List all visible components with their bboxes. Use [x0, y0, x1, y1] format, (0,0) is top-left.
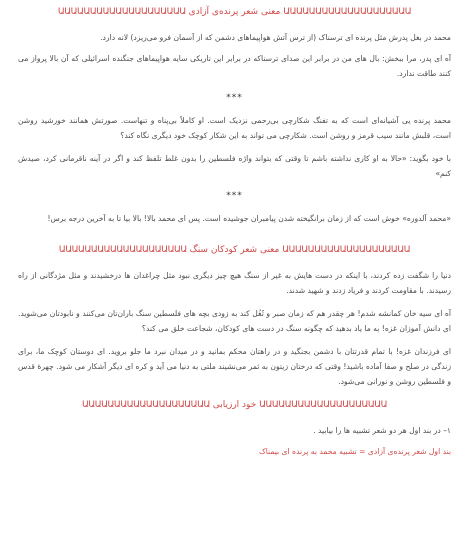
paragraph: ای فرزندان غزه! با تمام قدرتتان با دشمن بجنگید و در راهتان محکم بمانید و در میدان نبرد ما جلو بروید. ای دوستان کوچک ما، برای زندگی در صلح و صفا آماده باشید! وقتی که درختان زیتون به ثمر می‌نشیند ملتی به دنیا می آید و کره ای دیگر آشکار می شود. چهرهٔ قدس و فلسطین روشن و نورانی می‌شود. — [18, 347, 451, 386]
answer: بند اول شعر پرنده‌ی آزادی = تشبیه محمد به پرنده ای بیمناک — [258, 447, 451, 456]
separator: *** — [226, 191, 243, 201]
paragraph: محمد در بغل پدرش مثل پرنده ای ترسناک (از ترس آتش هواپیماهای دشمن که از آسمان فرو می‌ریزد) لانه دارد. — [100, 33, 451, 42]
question: ۱– در بند اول هر دو شعر تشبیه ها را بیابید . — [313, 426, 451, 435]
paragraph: «محمد آلدوره» خوش است که از زمان برانگیخته شدن پیامبران جوشیده است. پس ای محمد بالا! بالا بیا تا به آخرین درجه برس! — [47, 214, 451, 223]
paragraph: آه ای پدر، مرا ببخش: بال های من در برابر این صدای ترسناکه در برابر این تاریکی سایه هواپیماهای جنگنده اسرائیلی که آن بالا پرواز می کنند طاقت ندارد. — [18, 54, 451, 78]
ornament-right: ԱԱԱԱԱԱԱԱԱԱԱԱԱԱԱԱԱԱԱԱ — [259, 400, 388, 410]
section-header-1 — [18, 6, 451, 20]
section-title: خود ارزیابی — [212, 400, 257, 410]
ornament-right: ԱԱԱԱԱԱԱԱԱԱԱԱԱԱԱԱԱԱԱԱ — [282, 245, 411, 255]
paragraph: آه ای سیه خان کمانشه شدم! هر چقدر هم که زمان صبر و تُغُل کند به زودی بچه های فلسطین سنگ باران‌تان می‌کنند و نابود‌تان می‌شوید. ای دانش آموزان غزه! به ما یاد بدهید که چگونه سنگ در دست های کودکان، شجاعت خلق می کند؟ — [18, 309, 451, 333]
section-header-2 — [18, 244, 451, 258]
paragraph: دنیا را شگفت زده کردند، با اینکه در دست هایش به غیر از سنگ هیچ چیز دیگری نبود مثل چراغدان ها درخشیدند و مثل مژدگانی از راه رسیدند. با مقاومت کردند و فریاد زدند و شهید شدند. — [18, 271, 451, 295]
ornament-left: ԱԱԱԱԱԱԱԱԱԱԱԱԱԱԱԱԱԱԱԱ — [57, 7, 186, 17]
ornament-right: ԱԱԱԱԱԱԱԱԱԱԱԱԱԱԱԱԱԱԱԱ — [283, 7, 412, 17]
separator: *** — [226, 93, 243, 103]
section-title: معنی شعر پرنده‌ی آزادی — [188, 7, 281, 17]
paragraph: محمد پرنده یی آشیانه‌ای است که به تفنگ شکارچی بی‌رحمی نزدیک است. او کاملاً بی‌پناه و تنهاست. صورتش همانند خورشید روشن است، قلبش مانند سیب قرمز و روشن است. شکارچی می تواند به این شکار کوچک خود دیگری نگاه کند؟ — [18, 116, 451, 140]
ornament-left: ԱԱԱԱԱԱԱԱԱԱԱԱԱԱԱԱԱԱԱԱ — [81, 400, 210, 410]
section-header-3 — [18, 399, 451, 413]
ornament-left: ԱԱԱԱԱԱԱԱԱԱԱԱԱԱԱԱԱԱԱԱ — [58, 245, 187, 255]
section-title: معنی شعر کودکان سنگ — [189, 245, 280, 255]
paragraph: با خود بگوید: «حالا به او کاری نداشته باشم تا وقتی که بتواند واژه فلسطین را بدون غلط تلفظ کند و اگر در آینه ناقرمانی کرد، صیدش کنم» — [18, 154, 451, 178]
